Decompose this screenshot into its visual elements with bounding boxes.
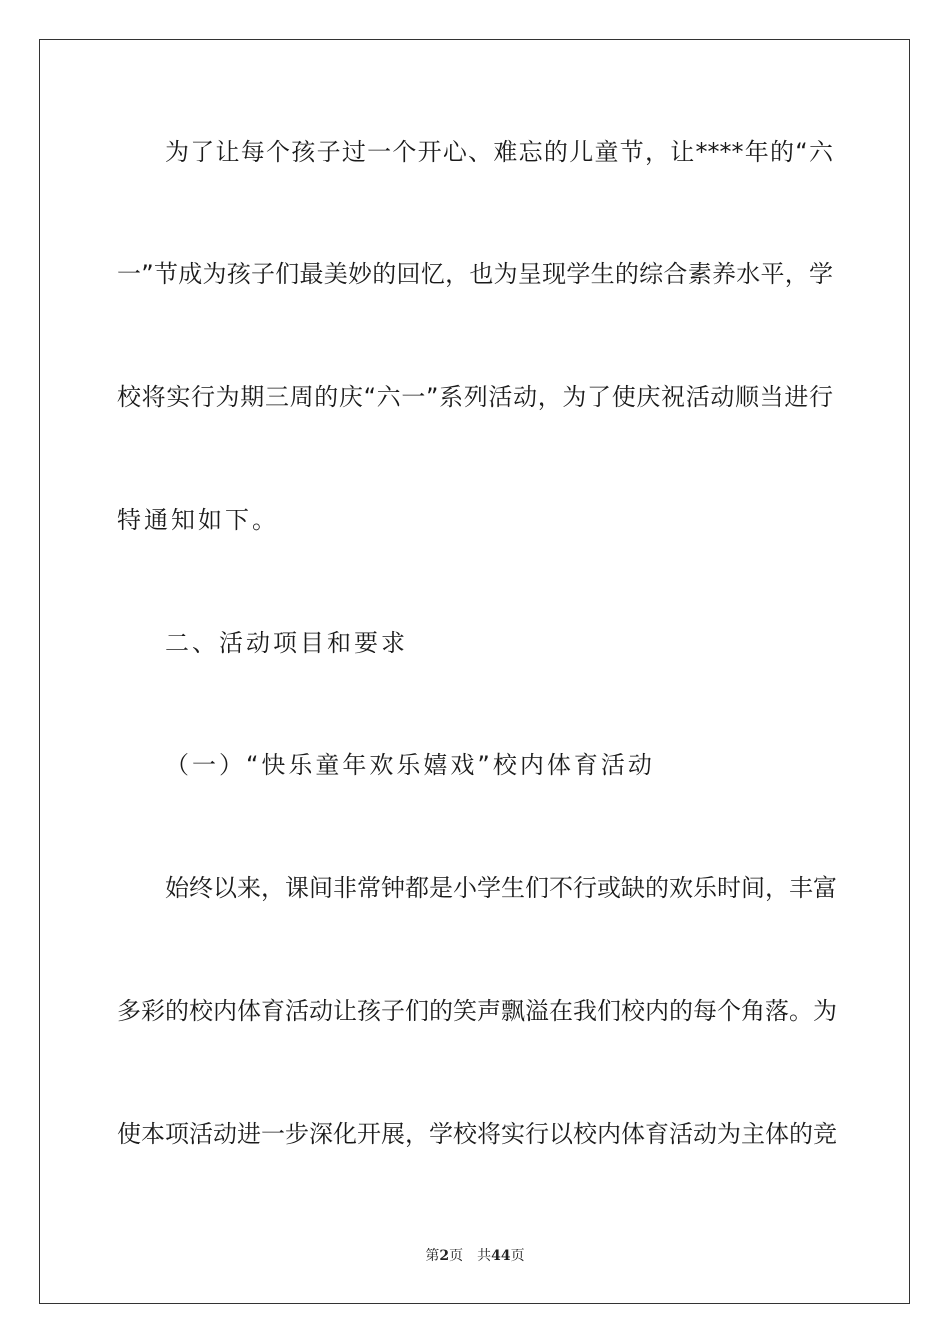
footer-total-prefix: 共 <box>477 1248 492 1264</box>
paragraph-line-4: 特通知如下。 <box>117 506 279 534</box>
footer-page-suffix: 页 <box>449 1248 464 1264</box>
footer-total-suffix: 页 <box>510 1248 525 1264</box>
footer-page-prefix: 第 <box>425 1248 440 1264</box>
paragraph-line-1: 为了让每个孩子过一个开心、难忘的儿童节，让****年的“六 <box>165 138 833 166</box>
paragraph-line-6: 多彩的校内体育活动让孩子们的笑声飘溢在我们校内的每个角落。为 <box>117 997 837 1025</box>
subsection-heading: （一）“快乐童年欢乐嬉戏”校内体育活动 <box>165 751 655 779</box>
footer-page-number: 2 <box>439 1248 450 1264</box>
page-footer <box>0 1247 950 1265</box>
section-heading: 二、活动项目和要求 <box>165 629 408 657</box>
paragraph-line-7: 使本项活动进一步深化开展，学校将实行以校内体育活动为主体的竞 <box>117 1120 837 1148</box>
footer-total-number: 44 <box>491 1248 511 1264</box>
paragraph-line-3: 校将实行为期三周的庆“六一”系列活动，为了使庆祝活动顺当进行 <box>117 383 833 411</box>
paragraph-line-5: 始终以来，课间非常钟都是小学生们不行或缺的欢乐时间，丰富 <box>165 874 837 902</box>
page-border <box>39 39 910 1304</box>
paragraph-line-2: 一”节成为孩子们最美妙的回忆，也为呈现学生的综合素养水平，学 <box>117 260 833 288</box>
